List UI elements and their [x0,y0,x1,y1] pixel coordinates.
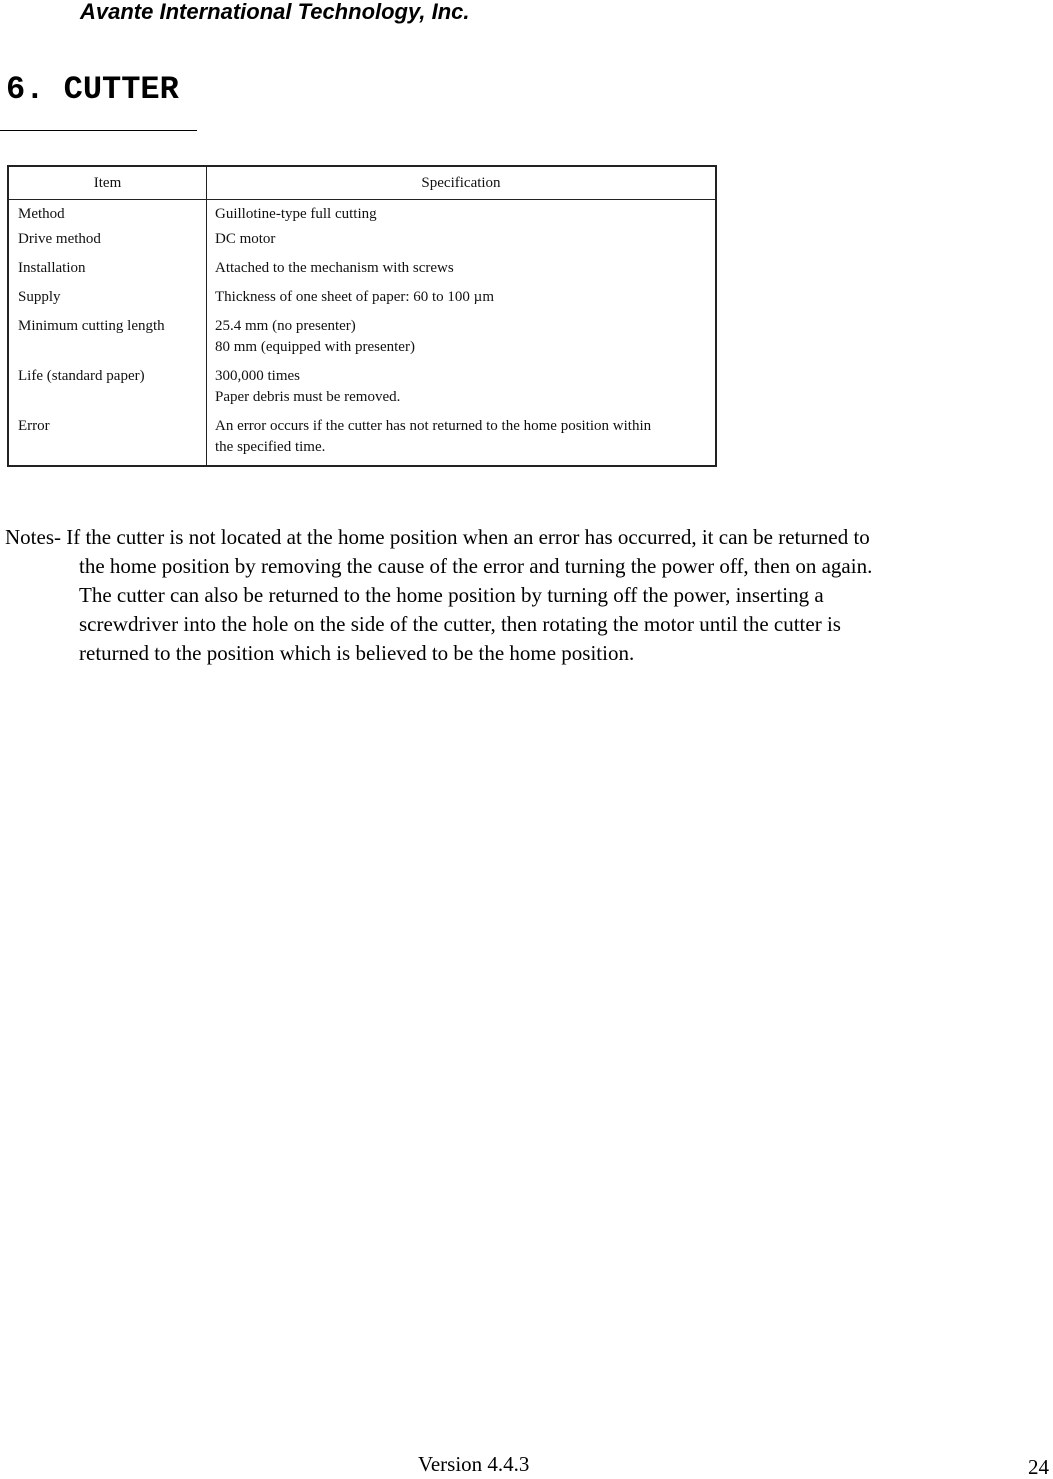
table-row [8,416,716,466]
notes-line: returned to the position which is believed to be the home position. [79,641,635,665]
section-title: 6. CUTTER [6,71,179,108]
row-item: Error [8,416,207,466]
row-spec: Guillotine-type full cutting [215,206,377,222]
table-row [8,316,716,366]
column-header-item: Item [8,166,207,200]
notes-paragraph [5,523,1045,668]
row-spec: Attached to the mechanism with screws [215,260,454,276]
row-item: Supply [8,287,207,316]
table-row [8,229,716,258]
notes-line: The cutter can also be returned to the home position by turning off the power, inserting a [79,583,824,607]
row-item: Method [8,200,207,230]
spec-line: An error occurs if the cutter has not returned to the home position within [215,418,652,434]
notes-line: screwdriver into the hole on the side of the cutter, then rotating the motor until the cutter is [79,612,841,636]
version-label: Version 4.4.3 [418,1452,530,1476]
spec-line: 300,000 times [215,368,300,384]
row-item: Drive method [8,229,207,258]
row-item: Minimum cutting length [8,316,207,366]
row-spec: Thickness of one sheet of paper: 60 to 100 µm [215,289,494,305]
notes-line: the home position by removing the cause of the error and turning the power off, then on again. [79,554,873,578]
table-row [8,258,716,287]
cutter-spec-table [7,165,717,467]
row-item: Installation [8,258,207,287]
company-header: Avante International Technology, Inc. [80,0,470,24]
spec-line: 80 mm (equipped with presenter) [215,339,415,355]
spec-line: the specified time. [215,439,326,455]
column-header-specification: Specification [207,166,717,200]
spec-line: Paper debris must be removed. [215,389,401,405]
row-item: Life (standard paper) [8,366,207,416]
row-spec: DC motor [215,231,276,247]
row-spec [207,366,717,416]
table-row [8,287,716,316]
page-number: 24 [1028,1455,1049,1479]
notes-line: Notes- If the cutter is not located at the home position when an error has occurred, it can be returned to [5,525,870,549]
row-spec [207,416,717,466]
table-row [8,366,716,416]
spec-line: 25.4 mm (no presenter) [215,318,356,334]
title-underline [0,130,197,131]
table-header-row [8,166,716,200]
table-row [8,200,716,230]
row-spec [207,316,717,366]
